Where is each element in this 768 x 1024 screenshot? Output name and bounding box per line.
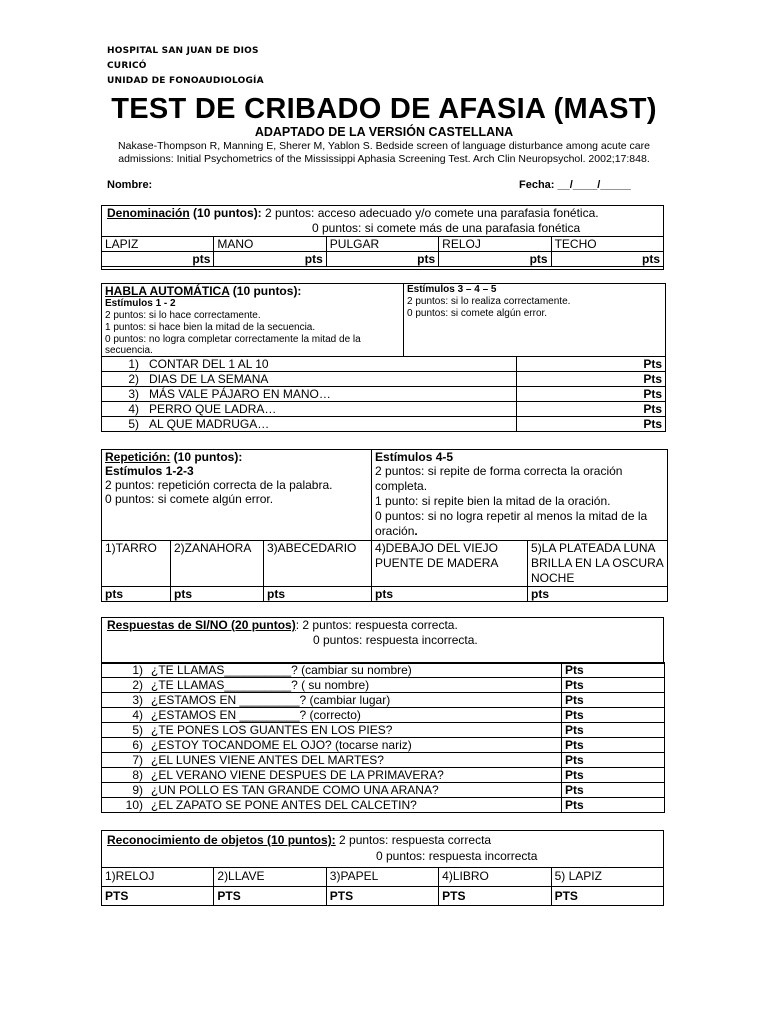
pts-field[interactable]: Pts [562, 753, 665, 768]
reconocimiento-item: 1)RELOJ [102, 868, 214, 887]
sino-row [102, 798, 665, 813]
item-number: 6) [132, 738, 143, 752]
sino-question: ¿ESTAMOS EN _________? (correcto) [151, 708, 361, 722]
denominacion-item: TECHO [551, 237, 663, 252]
repeticion-left-title: Estímulos 1-2-3 [105, 464, 194, 478]
denominacion-item: RELOJ [439, 237, 551, 252]
repeticion-criteria-row [102, 450, 668, 541]
sino-question: ¿EL VERANO VIENE DESPUES DE LA PRIMAVERA? [151, 768, 444, 782]
repeticion-left-rule: 2 puntos: repetición correcta de la palabra. [105, 478, 333, 492]
sino-row [102, 693, 665, 708]
sino-question: ¿TE LLAMAS__________? ( su nombre) [151, 678, 370, 692]
habla-right-title: Estímulos 3 – 4 – 5 [407, 284, 497, 295]
fecha-label: Fecha: __/____/_____ [519, 179, 631, 191]
repeticion-items-row [102, 541, 668, 587]
sino-header [101, 617, 664, 664]
sino-row [102, 738, 665, 753]
pts-field[interactable]: pts [171, 587, 264, 602]
page-title: TEST DE CRIBADO DE AFASIA (MAST) [111, 93, 657, 125]
repeticion-right-title: Estímulos 4-5 [375, 450, 454, 464]
habla-right-rule: 2 puntos: si lo realiza correctamente. [407, 296, 571, 307]
habla-heading: HABLA AUTOMÁTICA [105, 284, 230, 298]
repeticion-left-criteria [102, 450, 372, 541]
reconocimiento-table [101, 867, 664, 906]
item-number: 8) [132, 768, 143, 782]
sino-question: ¿ESTAMOS EN _________? (cambiar lugar) [151, 693, 391, 707]
habla-section [101, 283, 666, 432]
repeticion-section [101, 449, 668, 602]
pts-field[interactable]: pts [372, 587, 528, 602]
habla-right-rule: 0 puntos: si comete algún error. [407, 308, 548, 319]
reconocimiento-item: 5) LAPIZ [551, 868, 663, 887]
reconocimiento-items-row [102, 868, 664, 887]
pts-field[interactable]: pts [102, 252, 214, 267]
pts-field[interactable]: Pts [517, 417, 666, 432]
item-number: 2) [128, 372, 139, 386]
pts-field[interactable]: pts [264, 587, 372, 602]
item-number: 2) [132, 678, 143, 692]
sino-question: ¿ESTOY TOCANDOME EL OJO? (tocarse nariz) [151, 738, 412, 752]
pts-field[interactable]: Pts [517, 402, 666, 417]
repeticion-right-rule: 1 punto: si repite bien la mitad de la oración. [375, 494, 611, 508]
item-number: 7) [132, 753, 143, 767]
hospital-unit: UNIDAD DE FONOAUDIOLOGÍA [107, 76, 264, 86]
repeticion-item: 1)TARRO [102, 541, 171, 587]
denominacion-table [101, 236, 664, 267]
item-number: 5) [128, 417, 139, 431]
item-number: 10) [125, 798, 143, 812]
denominacion-item: LAPIZ [102, 237, 214, 252]
pts-field[interactable]: Pts [562, 708, 665, 723]
item-number: 5) [132, 723, 143, 737]
denominacion-item: MANO [214, 237, 326, 252]
item-number: 3) [132, 693, 143, 707]
repeticion-left-rule: 0 puntos: si comete algún error. [105, 492, 274, 506]
repeticion-right-criteria: Estímulos 4-5 2 puntos: si repite de forma correcta la oración completa. 1 punto: si repite bien la mitad de la oración. 0 puntos: si no logra repetir al menos la mitad de la oración. [372, 450, 668, 541]
habla-item: PERRO QUE LADRA… [149, 402, 277, 416]
pts-field[interactable]: Pts [562, 738, 665, 753]
sino-row [102, 768, 665, 783]
repeticion-item: 5)LA PLATEADA LUNA BRILLA EN LA OSCURA NOCHE [528, 541, 668, 587]
hospital-city: CURICÓ [107, 61, 147, 71]
habla-row [102, 417, 666, 432]
sino-question: ¿UN POLLO ES TAN GRANDE COMO UNA ARANA? [151, 783, 439, 797]
pts-field[interactable]: Pts [562, 678, 665, 693]
reconocimiento-item: 3)PAPEL [326, 868, 438, 887]
reconocimiento-heading: Reconocimiento de objetos (10 puntos): [107, 833, 336, 847]
repeticion-item: 3)ABECEDARIO [264, 541, 372, 587]
sino-heading: Respuestas de SI/NO (20 puntos) [107, 618, 296, 632]
habla-left-title: Estímulos 1 - 2 [105, 298, 176, 309]
sino-row [102, 783, 665, 798]
repeticion-right-rule: 0 puntos: si no logra repetir al menos la mitad de la oración [375, 509, 648, 538]
item-number: 9) [132, 783, 143, 797]
sino-row [102, 753, 665, 768]
sino-row [102, 723, 665, 738]
repeticion-item: 4)DEBAJO DEL VIEJO PUENTE DE MADERA [372, 541, 528, 587]
pts-field[interactable]: Pts [517, 357, 666, 372]
pts-field[interactable]: PTS [439, 887, 551, 906]
page-subtitle: ADAPTADO DE LA VERSIÓN CASTELLANA [254, 125, 514, 139]
pts-field[interactable]: Pts [562, 663, 665, 678]
reconocimiento-rule-1: 2 puntos: respuesta correcta [335, 833, 492, 847]
pts-field[interactable]: Pts [562, 723, 665, 738]
denominacion-rule-1: 2 puntos: acceso adecuado y/o comete una parafasia fonética. [261, 206, 599, 220]
citation-line-2: admissions: Initial Psychometrics of the Mississippi Aphasia Screening Test. Arch Clin Neuropsychol. 2002;17:848. [118, 153, 650, 165]
pts-field[interactable]: pts [551, 252, 663, 267]
pts-field[interactable]: PTS [551, 887, 663, 906]
denominacion-items-row [102, 237, 664, 252]
habla-left-rule: 2 puntos: si lo hace correctamente. [105, 310, 261, 321]
habla-row [102, 372, 666, 387]
pts-field[interactable]: Pts [562, 768, 665, 783]
repeticion-right-rule: 2 puntos: si repite de forma correcta la oración completa. [375, 464, 623, 493]
pts-field[interactable]: Pts [562, 693, 665, 708]
pts-field[interactable]: Pts [517, 372, 666, 387]
reconocimiento-pts-row [102, 887, 664, 906]
item-number: 4) [132, 708, 143, 722]
denominacion-heading: Denominación [107, 206, 190, 220]
nombre-label: Nombre: [107, 179, 153, 191]
sino-row [102, 663, 665, 678]
denominacion-pts-row [102, 252, 664, 267]
pts-field[interactable]: pts [326, 252, 438, 267]
sino-question: ¿EL LUNES VIENE ANTES DEL MARTES? [151, 753, 384, 767]
denominacion-rule-2: 0 puntos: si comete más de una parafasia fonética [312, 221, 581, 235]
item-number: 3) [128, 387, 139, 401]
sino-table [101, 662, 665, 813]
pts-field[interactable]: Pts [562, 783, 665, 798]
denominacion-points: (10 puntos): [189, 206, 262, 220]
pts-field[interactable]: pts [528, 587, 668, 602]
reconocimiento-item: 2)LLAVE [214, 868, 326, 887]
habla-row [102, 402, 666, 417]
habla-left-rule: 0 puntos: no logra completar correctamente la mitad de la secuencia. [105, 334, 361, 356]
pts-field[interactable]: pts [214, 252, 326, 267]
habla-right-criteria [404, 284, 666, 357]
repeticion-pts-row [102, 587, 668, 602]
repeticion-heading: Repetición: [105, 450, 171, 464]
sino-rule-2: 0 puntos: respuesta incorrecta. [313, 633, 478, 647]
repeticion-item: 2)ZANAHORA [171, 541, 264, 587]
sino-row [102, 708, 665, 723]
reconocimiento-item: 4)LIBRO [439, 868, 551, 887]
sino-rule-1: : 2 puntos: respuesta correcta. [295, 618, 458, 632]
pts-field[interactable]: PTS [326, 887, 438, 906]
pts-field[interactable]: pts [102, 587, 171, 602]
habla-criteria-row [102, 284, 666, 357]
sino-question: ¿EL ZAPATO SE PONE ANTES DEL CALCETIN? [151, 798, 417, 812]
pts-field[interactable]: Pts [517, 387, 666, 402]
habla-left-criteria [102, 284, 404, 357]
pts-field[interactable]: PTS [214, 887, 326, 906]
habla-row [102, 357, 666, 372]
habla-row [102, 387, 666, 402]
reconocimiento-rule-2: 0 puntos: respuesta incorrecta [376, 849, 538, 863]
sino-question: ¿TE LLAMAS__________? (cambiar su nombre) [151, 663, 412, 677]
item-number: 1) [132, 663, 143, 677]
habla-item: MÁS VALE PÁJARO EN MANO… [149, 387, 331, 401]
habla-item: CONTAR DEL 1 AL 10 [149, 357, 269, 371]
denominacion-section [101, 205, 664, 270]
item-number: 1) [128, 357, 139, 371]
denominacion-item: PULGAR [326, 237, 438, 252]
pts-field[interactable]: PTS [102, 887, 214, 906]
sino-question: ¿TE PONES LOS GUANTES EN LOS PIES? [151, 723, 393, 737]
habla-left-rule: 1 puntos: si hace bien la mitad de la secuencia. [105, 322, 316, 333]
item-number: 4) [128, 402, 139, 416]
sino-row [102, 678, 665, 693]
habla-points: (10 puntos): [229, 284, 302, 298]
habla-item: DIAS DE LA SEMANA [149, 372, 269, 386]
reconocimiento-header [101, 830, 664, 868]
repeticion-points: (10 puntos): [170, 450, 243, 464]
hospital-name: HOSPITAL SAN JUAN DE DIOS [107, 46, 259, 56]
citation-line-1: Nakase-Thompson R, Manning E, Sherer M, Yablon S. Bedside screen of language disturbance among acute care [118, 140, 650, 152]
pts-field[interactable]: pts [439, 252, 551, 267]
habla-item: AL QUE MADRUGA… [149, 417, 270, 431]
pts-field[interactable]: Pts [562, 798, 665, 813]
